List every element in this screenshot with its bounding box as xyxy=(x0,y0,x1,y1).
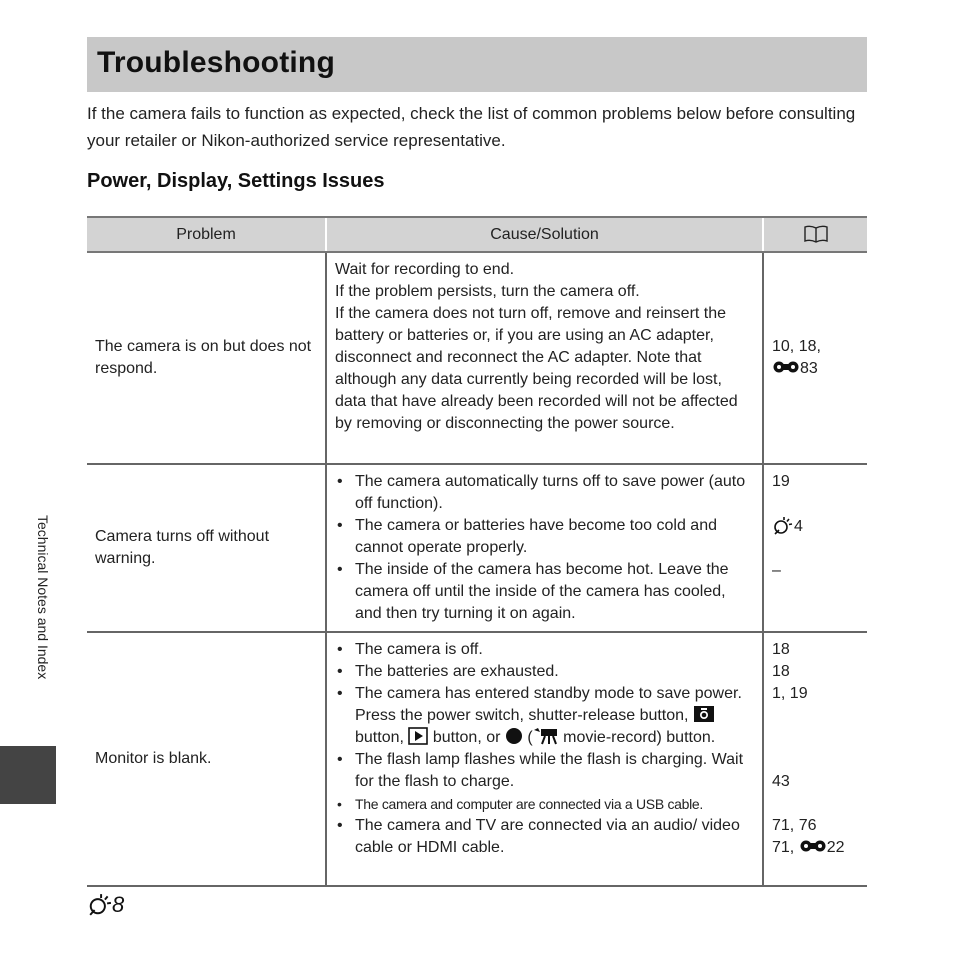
reference-line: 10, 18, xyxy=(772,338,821,355)
playback-icon xyxy=(408,727,428,745)
reference-page: 22 xyxy=(826,839,845,856)
reference-cell xyxy=(763,464,867,632)
cause-line: If the camera does not turn off, remove and reinsert the battery or batteries or, if you are using an AC adapter, disconnect and reconnect the AC adapter. Note that although any data currently being recorded will be lost, data that have already been recorded will not be affected by removing or disconnecting the power source. xyxy=(335,305,738,432)
problem-cell: The camera is on but does not respond. xyxy=(87,252,326,464)
technical-notes-icon xyxy=(772,515,794,535)
table-row xyxy=(87,464,867,632)
reference-cell xyxy=(763,252,867,464)
cause-cell xyxy=(326,464,763,632)
page-title: Troubleshooting xyxy=(97,46,335,79)
cause-line: Wait for recording to end. xyxy=(335,261,515,278)
cause-cell xyxy=(326,252,763,464)
reference-line: 18 xyxy=(772,663,790,680)
problem-cell: Camera turns off without warning. xyxy=(87,464,326,632)
book-icon xyxy=(803,225,829,243)
reference-line xyxy=(772,515,859,538)
record-icon xyxy=(505,727,523,745)
list-item-text: movie-record) button. xyxy=(563,729,716,746)
list-item: • The inside of the camera has become hot. Leave the camera off until the inside of the camera has cooled, and then try turning it on again. xyxy=(335,559,754,625)
reference-line: – xyxy=(772,562,781,579)
page-number-value: 8 xyxy=(112,892,125,917)
reference-page: 83 xyxy=(800,360,818,377)
list-item: • The batteries are exhausted. xyxy=(335,661,754,683)
list-item: • The camera and TV are connected via an audio/ video cable or HDMI cable. xyxy=(335,815,754,859)
reference-line xyxy=(772,837,859,859)
list-item: • The camera or batteries have become too cold and cannot operate properly. xyxy=(335,515,754,559)
list-item: • The camera and computer are connected via a USB cable. xyxy=(335,793,754,815)
list-item-text: button, or xyxy=(432,729,501,746)
table-header-row xyxy=(87,217,867,252)
side-tab-marker xyxy=(0,746,56,804)
reference-line: 18 xyxy=(772,641,790,658)
table-row xyxy=(87,252,867,464)
reference-page: 4 xyxy=(794,518,803,535)
reference-line: 71, 76 xyxy=(772,817,817,834)
troubleshooting-table xyxy=(87,216,867,887)
list-item: • The camera is off. xyxy=(335,639,754,661)
list-item-text: The camera has entered standby mode to save power. Press the power switch, shutter-release button, xyxy=(355,685,742,724)
reference-cell xyxy=(763,632,867,886)
reference-section-icon xyxy=(799,839,827,853)
list-item xyxy=(335,683,754,749)
header-reference xyxy=(763,217,867,252)
reference-page: 71, xyxy=(772,839,795,856)
list-item: • The camera automatically turns off to save power (auto off function). xyxy=(335,471,754,515)
problem-cell: Monitor is blank. xyxy=(87,632,326,886)
side-tab-label: Technical Notes and Index xyxy=(35,515,51,680)
reference-line xyxy=(772,358,859,380)
reference-line: 1, 19 xyxy=(772,685,808,702)
reference-line: 43 xyxy=(772,773,790,790)
movie-icon xyxy=(533,727,559,745)
cause-cell xyxy=(326,632,763,886)
list-item: • The flash lamp flashes while the flash is charging. Wait for the flash to charge. xyxy=(335,749,754,793)
reference-line: 19 xyxy=(772,473,790,490)
cause-line: If the problem persists, turn the camera off. xyxy=(335,283,640,300)
section-title: Power, Display, Settings Issues xyxy=(87,170,385,192)
table-row xyxy=(87,632,867,886)
page-number xyxy=(88,892,124,918)
camera-icon xyxy=(693,705,715,723)
list-item-text: ( xyxy=(527,729,533,746)
header-cause: Cause/Solution xyxy=(326,217,763,252)
list-item-text: button, xyxy=(355,729,404,746)
intro-paragraph: If the camera fails to function as expected, check the list of common problems below before consulting your retailer or Nikon-authorized service representative. xyxy=(87,104,856,150)
technical-notes-icon xyxy=(88,892,112,916)
title-bar xyxy=(87,37,867,92)
reference-section-icon xyxy=(772,360,800,374)
header-problem: Problem xyxy=(87,217,326,252)
